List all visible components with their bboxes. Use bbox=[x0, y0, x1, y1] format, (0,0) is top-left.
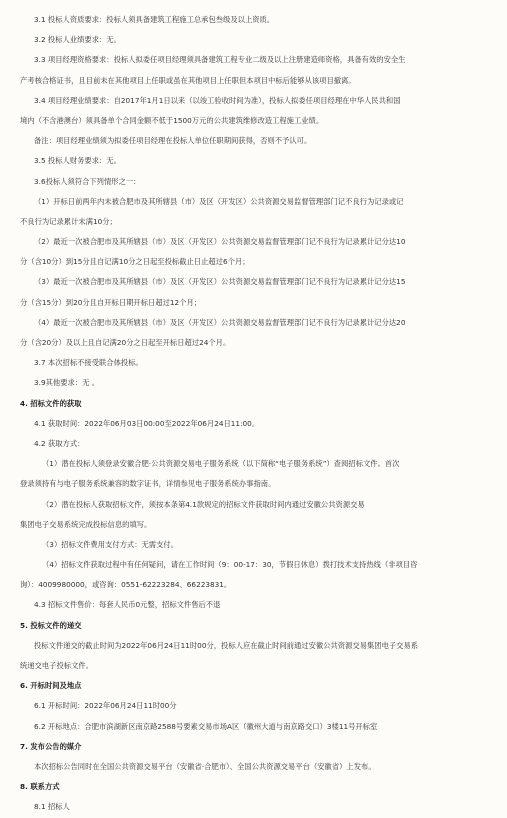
text-line: 3.7 本次招标不接受联合体投标。 bbox=[34, 358, 143, 368]
text-line: （4）招标文件获取过程中有任何疑问，请在工作时间（9：00-17：30，节假日休息）拨打技术支持热线（非项目咨 bbox=[42, 560, 418, 570]
text-line: 分（含10分）到15分且自记满10分之日起至投标截止日止超过6个月； bbox=[20, 257, 250, 267]
text-line: （4）最近一次被合肥市及其所辖县（市）及区（开发区）公共资源交易监督管理部门记不良行为记录累计记分达20 bbox=[34, 317, 406, 327]
section-heading: 8. 联系方式 bbox=[20, 782, 60, 792]
text-line: 询）：4009980000，或咨询：0551-62223284、66223831。 bbox=[20, 580, 232, 590]
text-line: 3.9其他要求：无 。 bbox=[34, 378, 100, 388]
text-line: 3.3 项目经理资格要求：投标人拟委任项目经理须具备建筑工程专业二级及以上注册建造师资格，具备有效的安全生 bbox=[34, 55, 406, 65]
text-line: （3）招标文件费用支付方式：无需支付。 bbox=[42, 539, 178, 549]
text-line: 投标文件递交的截止时间为2022年06月24日11时00分，投标人应在截止时间前通过安徽公共资源交易集团电子交易系 bbox=[34, 640, 419, 650]
text-line: 备注：项目经理业绩须为拟委任项目经理在投标人单位任职期间获得，否则不予认可。 bbox=[34, 136, 312, 146]
text-line: 4.2 获取方式： bbox=[34, 438, 85, 448]
text-line: 集团电子交易系统完成投标信息的填写。 bbox=[20, 519, 152, 529]
text-line: 3.6投标人须符合下列情形之一： bbox=[34, 176, 141, 186]
text-line: 本次招标公告同时在全国公共资源交易平台（安徽省·合肥市）、全国公共资源交易平台（安徽省）上发布。 bbox=[34, 761, 376, 771]
text-line: 3.1 投标人资质要求：投标人须具备建筑工程施工总承包叁级及以上资质。 bbox=[34, 15, 275, 24]
text-line: 分（含20分）及以上且自记满20分之日起至开标日超过24个月。 bbox=[20, 338, 231, 347]
text-line: （1）开标日前两年内未被合肥市及其所辖县（市）及区（开发区）公共资源交易监督管理部门记不良行为记录或记 bbox=[34, 196, 404, 206]
text-line: 4.1 获取时间：2022年06月03日00:00至2022年06月24日11:00。 bbox=[34, 418, 260, 428]
section-heading: 7. 发布公告的媒介 bbox=[20, 741, 82, 751]
text-line: 登录须持有与电子服务系统兼容的数字证书，详情参见电子服务系统办事指南。 bbox=[20, 479, 276, 489]
section-heading: 6. 开标时间及地点 bbox=[20, 681, 82, 691]
text-line: 4.3 招标文件售价：每套人民币0元整，招标文件售后不退 bbox=[34, 600, 221, 610]
text-line: （3）最近一次被合肥市及其所辖县（市）及区（开发区）公共资源交易监督管理部门记不良行为记录累计记分达15 bbox=[34, 277, 406, 287]
section-heading: 4. 招标文件的获取 bbox=[20, 398, 82, 408]
text-line: 不良行为记录累计未满10分； bbox=[20, 216, 117, 226]
text-line: 3.2 投标人业绩要求：无。 bbox=[34, 35, 121, 45]
text-line: （2）潜在投标人获取招标文件，须按本条第4.1款规定的招标文件获取时间内通过安徽公共资源交易 bbox=[42, 499, 365, 509]
text-line: 8.1 招标人 bbox=[34, 802, 70, 812]
text-line: 6.1 开标时间：2022年06月24日11时00分 bbox=[34, 701, 177, 711]
text-line: 统递交电子投标文件。 bbox=[20, 661, 93, 670]
text-line: 3.5 投标人财务要求：无。 bbox=[34, 156, 121, 166]
text-line: （1）潜在投标人须登录安徽合肥·公共资源交易电子服务系统（以下简称“电子服务系统”）查阅招标文件。首次 bbox=[42, 459, 400, 469]
text-line: 境内（不含港澳台）须具备单个合同金额不低于1500万元的公共建筑维修改造工程施工业绩。 bbox=[20, 115, 324, 125]
text-line: 产考核合格证书，且目前未在其他项目上任职或虽在其他项目上任职但本项目中标后能够从该项目撤离。 bbox=[20, 75, 356, 85]
section-heading: 5. 投标文件的递交 bbox=[20, 620, 82, 630]
text-line: 3.4 项目经理业绩要求：自2017年1月1日以来（以竣工验收时间为准），投标人拟委任项目经理在中华人民共和国 bbox=[34, 95, 401, 105]
text-line: 6.2 开标地点：合肥市滨湖新区南京路2588号要素交易市场A区（徽州大道与南京路交口）3楼11号开标室 bbox=[34, 721, 378, 731]
text-line: （2）最近一次被合肥市及其所辖县（市）及区（开发区）公共资源交易监督管理部门记不良行为记录累计记分达10 bbox=[34, 237, 406, 247]
text-line: 分（含15分）到20分且自开标日期开标日超过12个月； bbox=[20, 297, 202, 307]
